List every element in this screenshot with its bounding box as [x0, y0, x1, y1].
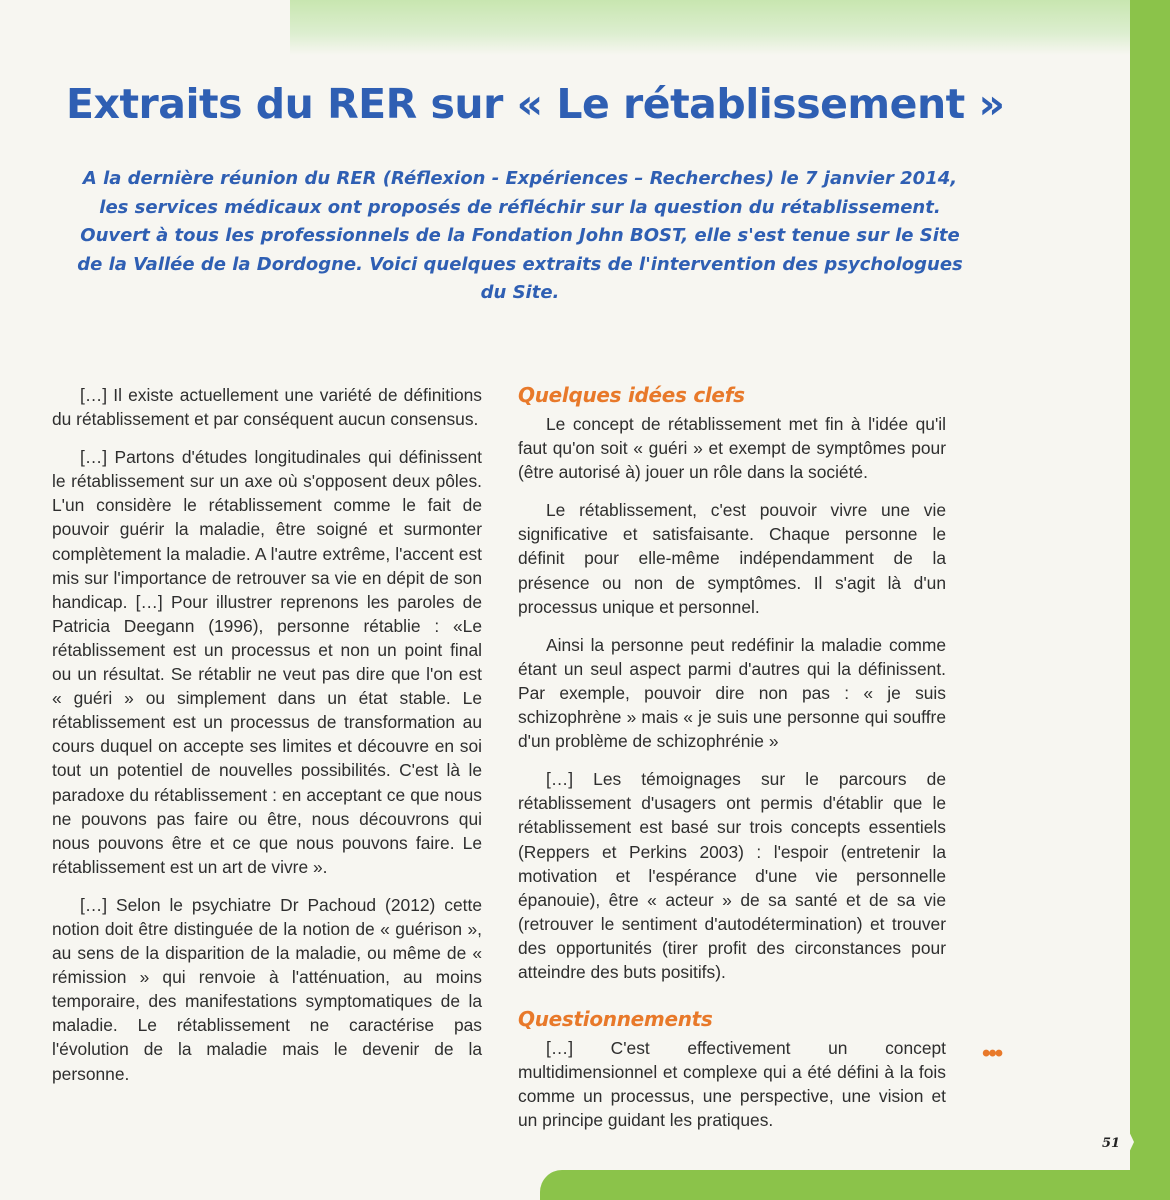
article-title: Extraits du RER sur « Le rétablissement »	[66, 80, 1005, 128]
right-paragraph: Le rétablissement, c'est pouvoir vivre une vie significative et satisfaisante. Chaque personne le définit pour elle-même indépendamment de la présence ou non de symptômes. Il s'agit là d'un processus unique et personnel.	[518, 500, 946, 617]
left-paragraph: […] Partons d'études longitudinales qui définissent le rétablissement sur un axe où s'opposent deux pôles. L'un considère le rétablissement comme le fait de pouvoir guérir la maladie, être soigné et surmonter complètement la maladie. A l'autre extrême, l'accent est mis sur l'importance de retrouver sa vie en dépit de son handicap. […] Pour illustrer reprenons les paroles de Patricia Deegann (1996), personne rétablie : «Le rétablissement est un processus et non un point final ou un résultat. Se rétablir ne veut pas dire que l'on est « guéri » ou simplement dans un état stable. Le rétablissement est un processus de transformation au cours duquel on accepte ses limites et découvre en soi tout un potentiel de nouvelles possibilités. C'est là le paradoxe du rétablissement : en acceptant ce que nous ne pouvons pas faire ou être, nous découvrons qui nous pouvons être et ce que nous pouvons faire. Le rétablissement est un art de vivre ».	[52, 447, 482, 877]
right-paragraph: Ainsi la personne peut redéfinir la maladie comme étant un seul aspect parmi d'autres qui la définissent. Par exemple, pouvoir dire non pas : « je suis schizophrène » mais « je suis une personne qui souffre d'un problème de schizophrénie »	[518, 634, 946, 752]
page-number	[1102, 1130, 1152, 1156]
section-heading-questions: Questionnements	[518, 1007, 713, 1032]
article-intro: A la dernière réunion du RER (Réflexion - Expériences – Recherches) le 7 janvier 2014, les services médicaux ont proposés de réfléchir sur la question du rétablissement. Ouvert à tous les professionnels de la Fondation John BOST, elle s'est tenue sur le Site de la Vallée de la Dordogne. Voici quelques extraits de l'intervention des psychologues du Site.	[77, 168, 963, 303]
section-heading-key-ideas: Quelques idées clefs	[518, 383, 745, 407]
page-number-label: 51	[1102, 1135, 1121, 1151]
right-paragraph: […] Les témoignages sur le parcours de rétablissement d'usagers ont permis d'établir que le rétablissement est basé sur trois concepts essentiels (Reppers et Perkins 2003) : l'espoir (entretenir la motivation et l'espérance d'une vie personnelle épanouie), être « acteur » de sa santé et de sa vie (retrouver le sentiment d'autodétermination) et trouver des opportunités (tirer profit des circonstances pour atteindre des buts positifs).	[518, 769, 946, 982]
left-column	[52, 383, 482, 1100]
left-paragraph: […] Selon le psychiatre Dr Pachoud (2012) cette notion doit être distinguée de la notion de « guérison », au sens de la disparition de la maladie, ou même de « rémission » qui renvoie à l'atténuation, au moins temporaire, des manifestations symptomatiques de la maladie. Le rétablissement ne caractérise pas l'évolution de la maladie mais le devenir de la personne.	[52, 894, 482, 1084]
right-paragraph: […] C'est effectivement un concept multidimensionnel et complexe qui a été défini à la fois comme un processus, une perspective, une vision et un principe guidant les pratiques.	[518, 1038, 946, 1131]
right-green-border	[1130, 0, 1170, 1200]
continuation-dots: •••	[982, 1040, 1002, 1067]
right-column	[518, 382, 946, 1146]
left-paragraph: […] Il existe actuellement une variété de définitions du rétablissement et par conséquent aucun consensus.	[52, 385, 482, 430]
right-paragraph: Le concept de rétablissement met fin à l'idée qu'il faut qu'on soit « guéri » et exempt de symptômes pour (être autorisé à) jouer un rôle dans la société.	[518, 414, 946, 483]
